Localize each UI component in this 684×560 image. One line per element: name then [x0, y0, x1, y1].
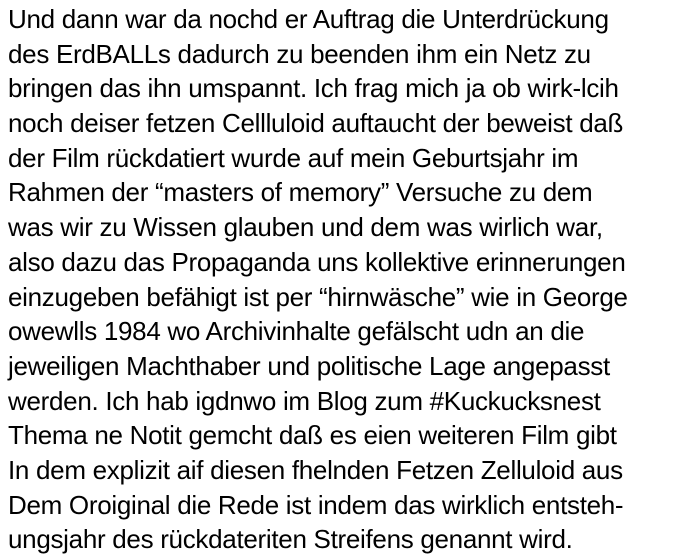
text-line: was wir zu Wissen glauben und dem was wirlich war, [8, 212, 603, 243]
text-line: Thema ne Notit gemcht daß es eien weiteren Film gibt [8, 420, 617, 451]
text-line: Und dann war da nochd er Auftrag die Unterdrückung [8, 4, 609, 34]
text-line: der Film rückdatiert wurde auf mein Geburtsjahr im [8, 142, 579, 173]
text-line: werden. Ich hab igdnwo im Blog zum #Kuckucksnest [8, 385, 601, 416]
text-line: Rahmen der “masters of memory” Versuche zu dem [8, 177, 593, 208]
text-line: owewlls 1984 wo Archivinhalte gefälscht udn an die [8, 316, 585, 347]
text-line: also dazu das Propaganda uns kollektive erinnerungen [8, 246, 626, 277]
text-line: In dem explizit aif diesen fhelnden Fetzen Zelluloid aus [8, 454, 623, 485]
text-line: noch deiser fetzen Cellluloid auftaucht der beweist daß [8, 108, 624, 139]
text-line: Dem Oroiginal die Rede ist indem das wirklich entsteh- [8, 489, 624, 520]
text-line: bringen das ihn umspannt. Ich frag mich ja ob wirk-lcih [8, 73, 619, 104]
text-line: ungsjahr des rückdateriten Streifens genannt wird. [8, 524, 573, 555]
text-line: des ErdBALLs dadurch zu beenden ihm ein Netz zu [8, 38, 591, 69]
text-line: jeweiligen Machthaber und politische Lage angepasst [8, 350, 610, 381]
text-line: einzugeben befähigt ist per “hirnwäsche” wie in George [8, 281, 628, 312]
